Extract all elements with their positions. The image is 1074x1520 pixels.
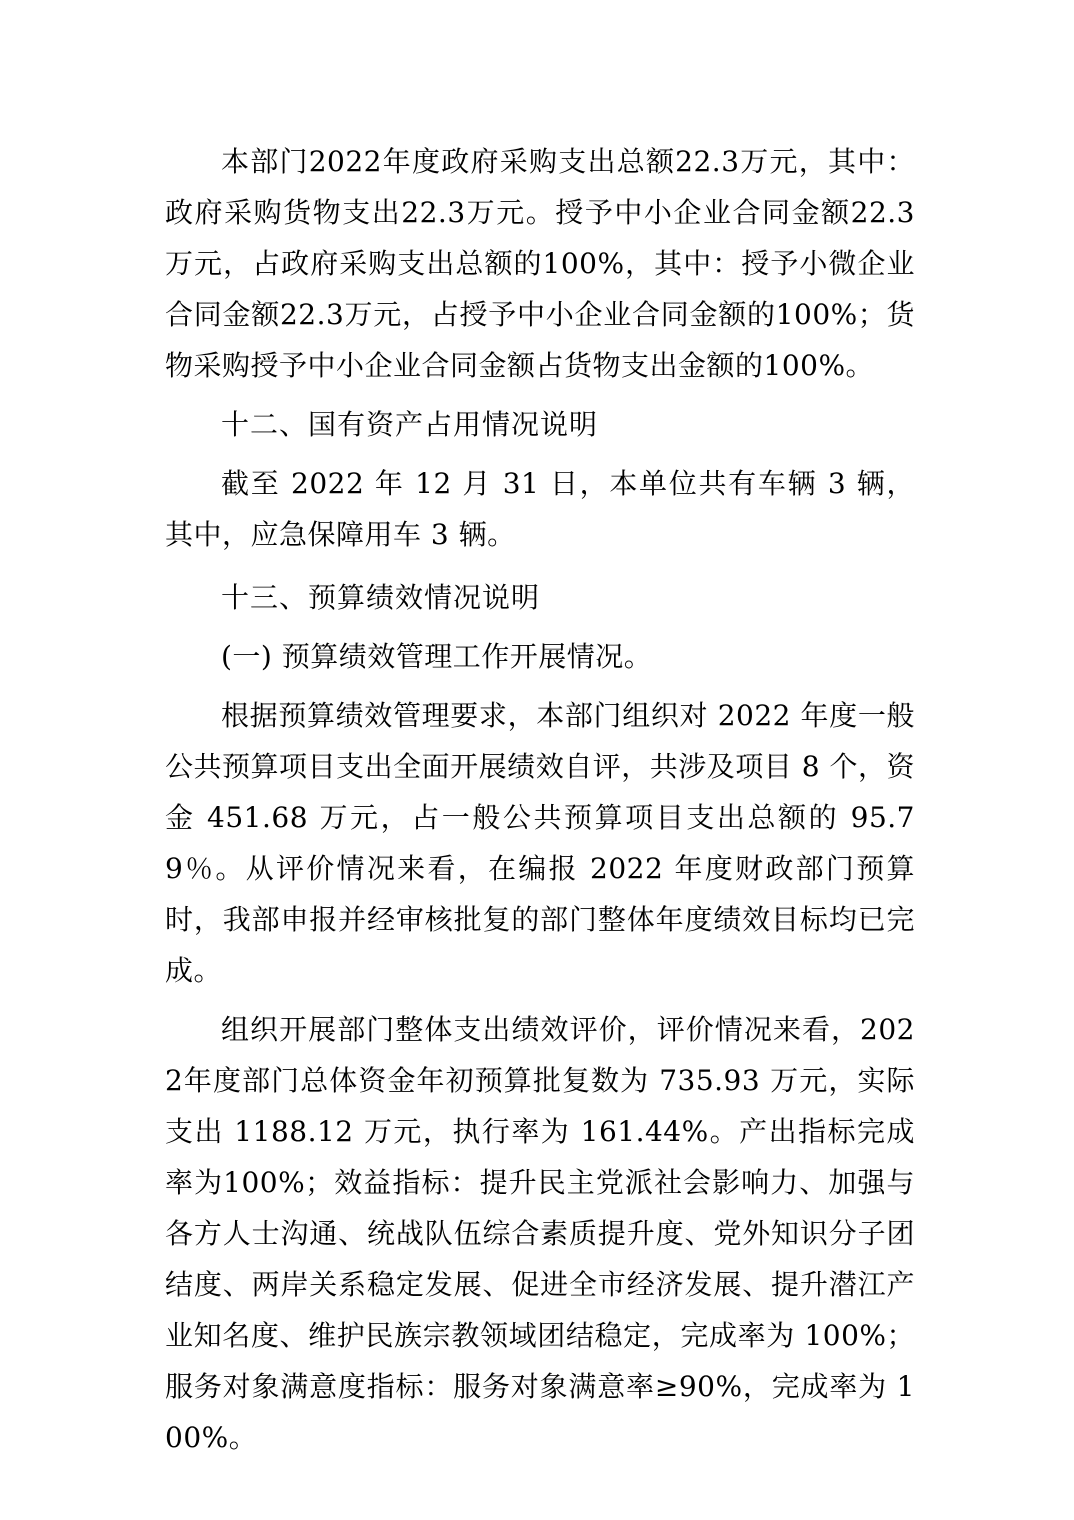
assets-paragraph: 截至 2022 年 12 月 31 日，本单位共有车辆 3 辆，其中，应急保障用车 3 辆。 [165, 467, 915, 551]
document-body [165, 136, 915, 1463]
section-heading-13: 十三、预算绩效情况说明 [221, 581, 541, 614]
procurement-paragraph: 本部门2022年度政府采购支出总额22.3万元，其中：政府采购货物支出22.3万元。授予中小企业合同金额22.3万元，占政府采购支出总额的100%，其中：授予小微企业合同金额22.3万元，占授予中小企业合同金额的100%；货物采购授予中小企业合同金额占货物支出金额的100%。 [165, 145, 915, 382]
section-heading-12: 十二、国有资产占用情况说明 [221, 408, 599, 441]
subsection-heading-1: (一) 预算绩效管理工作开展情况。 [221, 640, 653, 673]
overall-evaluation-paragraph: 组织开展部门整体支出绩效评价，评价情况来看，2022年度部门总体资金年初预算批复数为 735.93 万元，实际支出 1188.12 万元，执行率为 161.44%。产出指标完成率为100%；效益指标：提升民主党派社会影响力、加强与各方人士沟通、统战队伍综合素质提升度、党外知识分子团结度、两岸关系稳定发展、促进全市经济发展、提升潜江产业知名度、维护民族宗教领域团结稳定，完成率为 100%；服务对象满意度指标：服务对象满意率≥90%，完成率为 100%。 [165, 1013, 915, 1454]
self-evaluation-paragraph: 根据预算绩效管理要求，本部门组织对 2022 年度一般公共预算项目支出全面开展绩效自评，共涉及项目 8 个，资金 451.68 万元，占一般公共预算项目支出总额的 95.79％。从评价情况来看，在编报 2022 年度财政部门预算时，我部申报并经审核批复的部门整体年度绩效目标均已完成。 [165, 699, 915, 987]
